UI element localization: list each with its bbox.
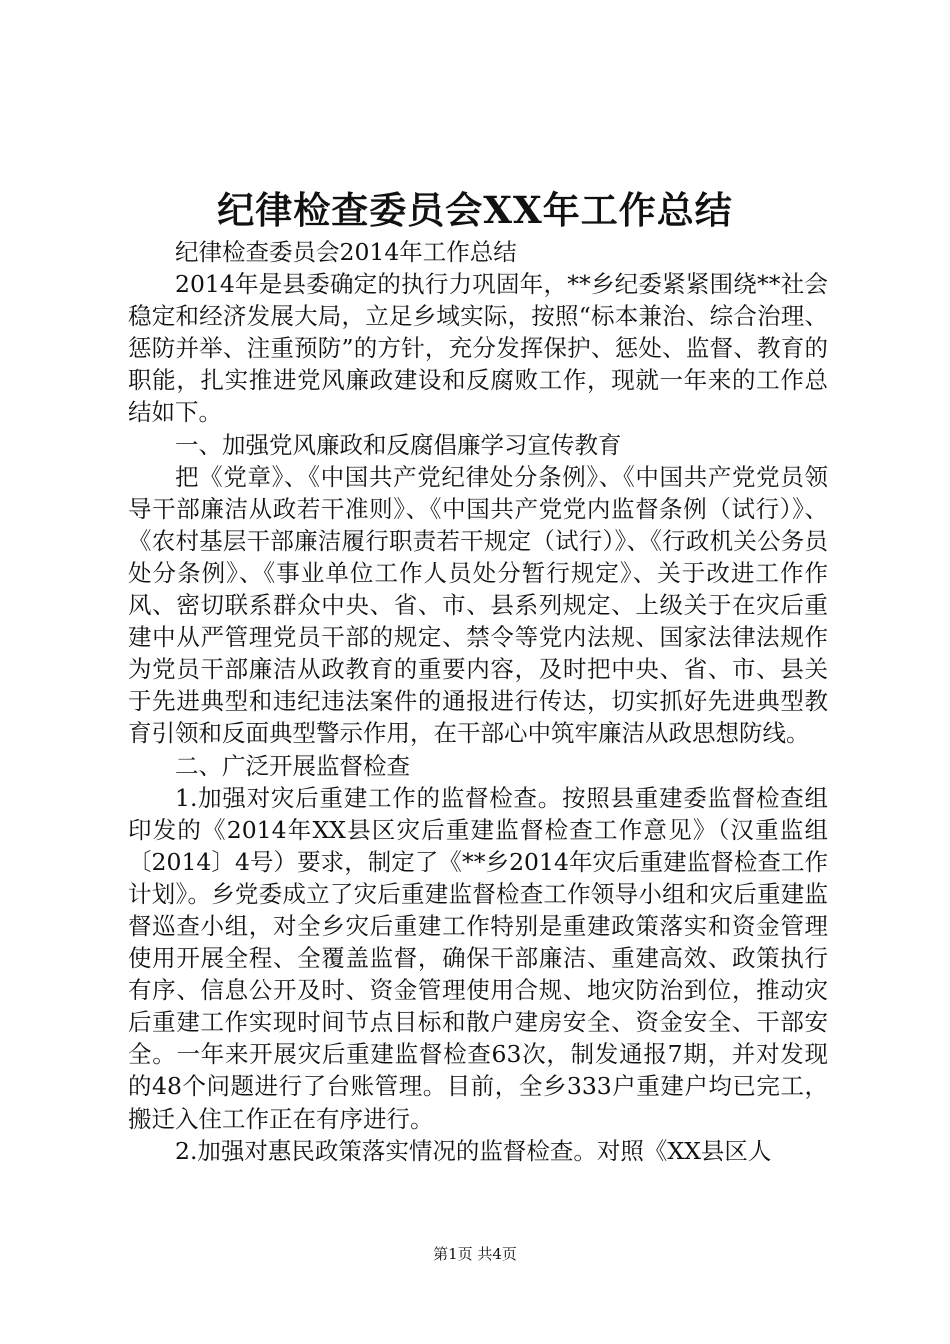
document-title: 纪律检查委员会XX年工作总结	[217, 188, 733, 232]
body-paragraph-section-1: 把《党章》、《中国共产党纪律处分条例》、《中国共产党党员领导干部廉洁从政若干准则》、《中国共产党党内监督条例（试行）》、《农村基层干部廉洁履行职责若干规定（试行）》、《行政机关公务员处分条例》、《事业单位工作人员处分暂行规定》、关于改进工作作风、密切联系群众中央、省、市、县系列规定、上级关于在灾后重建中从严管理党员干部的规定、禁令等党内法规、国家法律法规作为党员干部廉洁从政教育的重要内容，及时把中央、省、市、县关于先进典型和违纪违法案件的通报进行传达，切实抓好先进典型教育引领和反面典型警示作用，在干部心中筑牢廉洁从政思想防线。	[128, 462, 828, 748]
body-paragraph-subtitle: 纪律检查委员会2014年工作总结	[175, 238, 517, 266]
body-paragraph-intro: 2014年是县委确定的执行力巩固年，**乡纪委紧紧围绕**社会稳定和经济发展大局，立足乡域实际，按照“标本兼治、综合治理、惩防并举、注重预防”的方针，充分发挥保护、惩处、监督、教育的职能，扎实推进党风廉政建设和反腐败工作，现就一年来的工作总结如下。	[128, 270, 828, 427]
body-paragraph-item-1: 1.加强对灾后重建工作的监督检查。按照县重建委监督检查组印发的《2014年XX县区灾后重建监督检查工作意见》（汉重监组〔2014〕4号）要求，制定了《**乡2014年灾后重建监督检查工作计划》。乡党委成立了灾后重建监督检查工作领导小组和灾后重建监督巡查小组，对全乡灾后重建工作特别是重建政策落实和资金管理使用开展全程、全覆盖监督，确保干部廉洁、重建高效、政策执行有序、信息公开及时、资金管理使用合规、地灾防治到位，推动灾后重建工作实现时间节点目标和散户建房安全、资金安全、干部安全。一年来开展灾后重建监督检查63次，制发通报7期，并对发现的48个问题进行了台账管理。目前，全乡333户重建户均已完工，搬迁入住工作正在有序进行。	[128, 783, 828, 1133]
document-body	[128, 236, 828, 1167]
body-paragraph-item-2: 2.加强对惠民政策落实情况的监督检查。对照《XX县区人	[175, 1136, 772, 1165]
page-footer: 第1页 共4页	[433, 1245, 517, 1263]
section-heading-2: 二、广泛开展监督检查	[175, 751, 410, 780]
section-heading-1: 一、加强党风廉政和反腐倡廉学习宣传教育	[175, 430, 622, 459]
